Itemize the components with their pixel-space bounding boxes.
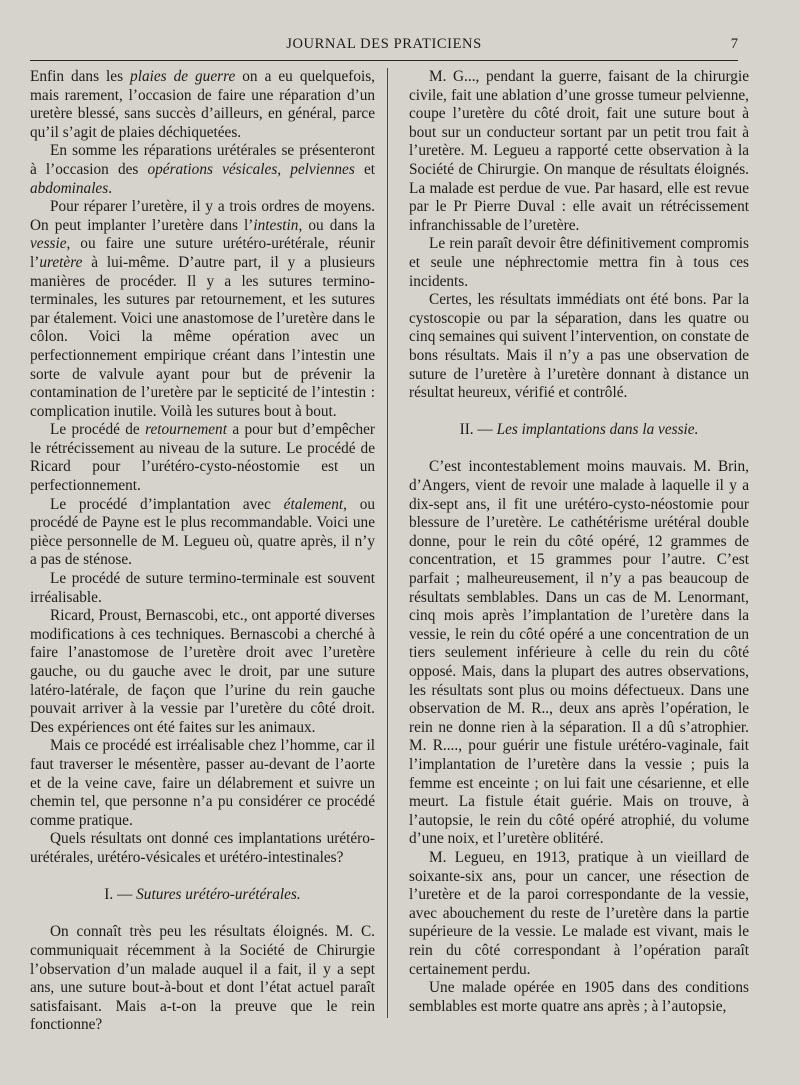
column-divider xyxy=(387,68,388,1018)
paragraph: Le procédé de retournement a pour but d’empêcher le rétrécissement au niveau de la suture. Le procédé de Ricard pour l’urétéro-cysto-néostomie est un perfectionnement. xyxy=(30,421,375,495)
paragraph: Le procédé de suture termino-terminale est souvent irréalisable. xyxy=(30,570,375,606)
paragraph: Enfin dans les plaies de guerre on a eu quelquefois, mais rarement, l’occasion de faire une réparation d’un uretère blessé, sans succès d’ailleurs, en général, parce qu’il s’agit de plaies déchiquetées. xyxy=(30,68,376,141)
paragraph: Mais ce procédé est irréalisable chez l’homme, car il faut traverser le mésentère, passer au-devant de l’aorte et de la veine cave, faire un délabrement et suivre un chemin tel, que personne n’a pu considérer ce procédé comme pratique. xyxy=(30,737,375,829)
page-number: 7 xyxy=(730,36,738,52)
paragraph: Le procédé d’implantation avec étalement, ou procédé de Payne est le plus recommandable. Voici une pièce personnelle de M. Legueu où, quatre après, il n’y a pas de sténose. xyxy=(30,495,376,569)
paragraph: Quels résultats ont donné ces implantations urétéro-urétérales, urétéro-vésicales et urétéro-intestinales? xyxy=(30,830,375,866)
paragraph: M. Legueu, en 1913, pratique à un vieillard de soixante-six ans, pour un cancer, une résection de l’uretère et de la paroi correspondante de la vessie, avec abouchement du reste de l’uretère dans la partie supérieure de la vessie. Le malade est vivant, mais le rein du côté correspondant à l’opération paraît certainement perdu. xyxy=(409,848,749,978)
paragraph: Certes, les résultats immédiats ont été bons. Par la cystoscopie ou par la séparation, dans les quatre ou cinq semaines qui suivent l’intervention, on constate de bons résultats. Mais il n’y a pas une observation de suture de l’uretère à l’uretère donnant à distance un résultat heureux, vérifié et contrôlé. xyxy=(409,291,749,402)
paragraph: C’est incontestablement moins mauvais. M. Brin, d’Angers, vient de revoir une malade à laquelle il y a dix-sept ans, il fit une urétéro-cysto-néostomie pour blessure de l’uretère. Le cathétérisme urétéral double donne, pour le rein du côté opéré, 12 grammes de concentration, et 15 grammes pour l’autre. C’est parfait ; malheureusement, il n’y a pas beaucoup de résultats semblables. Dans un cas de M. Lenormant, cinq mois après l’implantation de l’uretère dans la vessie, le rein du côté opéré a une concentration de un tiers seulement inférieure à celle du rein du côté opposé. Mais, dans la plupart des autres observations, les résultats sont plus ou moins défectueux. Dans une observation de M. R.., deux ans après l’opération, le rein ne donne rien à la séparation. Il a dû s’atrophier. M. R...., pour guérir une fistule urétéro-vaginale, fait l’implantation de l’uretère dans la vessie ; puis la femme est enceinte ; on lui fait une césarienne, et elle meurt. La fistule était guérie. Mais on trouve, à l’autopsie, le rein du côté opéré atrophié, du volume d’une noix, et l’uretère oblitéré. xyxy=(409,458,749,848)
paragraph: Le rein paraît devoir être définitivement compromis et seule une néphrectomie mettra fin à tous ces incidents. xyxy=(409,235,749,290)
paragraph: En somme les réparations urétérales se présenteront à l’occasion des opérations vésicales, pelviennes et abdominales. xyxy=(30,142,375,197)
paragraph: Ricard, Proust, Bernascobi, etc., ont apporté diverses modifications à ces techniques. Bernascobi a cherché à faire l’anastomose de l’uretère droit avec l’uretère gauche, ou du gauche avec le droit, par une suture latéro-latérale, de façon que l’urine du rein gauche pouvait arriver à la vessie par l’uretère du côté droit. Des expériences ont été faites sur les animaux. xyxy=(30,607,375,736)
paragraph: M. G..., pendant la guerre, faisant de la chirurgie civile, fait une ablation d’une grosse tumeur pelvienne, coupe l’uretère du côté droit, fait une suture bout à bout sur un conducteur sortant par un petit trou fait à l’uretère. M. Legueu a rapporté cette observation à la Société de Chirurgie. On manque de résultats éloignés. La malade est perdue de vue. Par hasard, elle est revue par le Pr Pierre Duval : elle avait un rétrécissement infranchissable de l’uretère. xyxy=(409,68,749,234)
right-column xyxy=(409,68,749,1016)
section-heading: II. — Les implantations dans la vessie. xyxy=(459,421,699,439)
section-heading: I. — Sutures urétéro-urétérales. xyxy=(104,886,301,904)
paragraph: Pour réparer l’uretère, il y a trois ordres de moyens. On peut implanter l’uretère dans l’intestin, ou dans la vessie, ou faire une suture urétéro-urétérale, réunir l’uretère à lui-même. D’autre part, il y a plusieurs manières de procéder. Il y a les sutures termino-terminales, les sutures par retournement, et les sutures par étalement. Voici une anastomose de l’uretère dans le côlon. Voici la même opération avec un perfectionnement empirique créant dans l’intestin une sorte de valvule ayant pour but de prévenir la contamination de l’uretère par le septicité de l’intestin : complication inutile. Voilà les sutures bout à bout. xyxy=(30,198,375,420)
journal-title: JOURNAL DES PRATICIENS xyxy=(286,36,482,52)
paragraph: Une malade opérée en 1905 dans des conditions semblables est morte quatre ans après ; à l’autopsie, xyxy=(409,979,749,1015)
running-header xyxy=(30,36,738,61)
paragraph: On connaît très peu les résultats éloignés. M. C. communiquait récemment à la Société de Chirurgie l’observation d’un malade auquel il a fait, il y a sept ans, une suture bout-à-bout et dont l’état actuel paraît satisfaisant. Mais a-t-on la preuve que le rein fonctionne? xyxy=(30,923,375,1034)
left-column xyxy=(30,68,375,1035)
